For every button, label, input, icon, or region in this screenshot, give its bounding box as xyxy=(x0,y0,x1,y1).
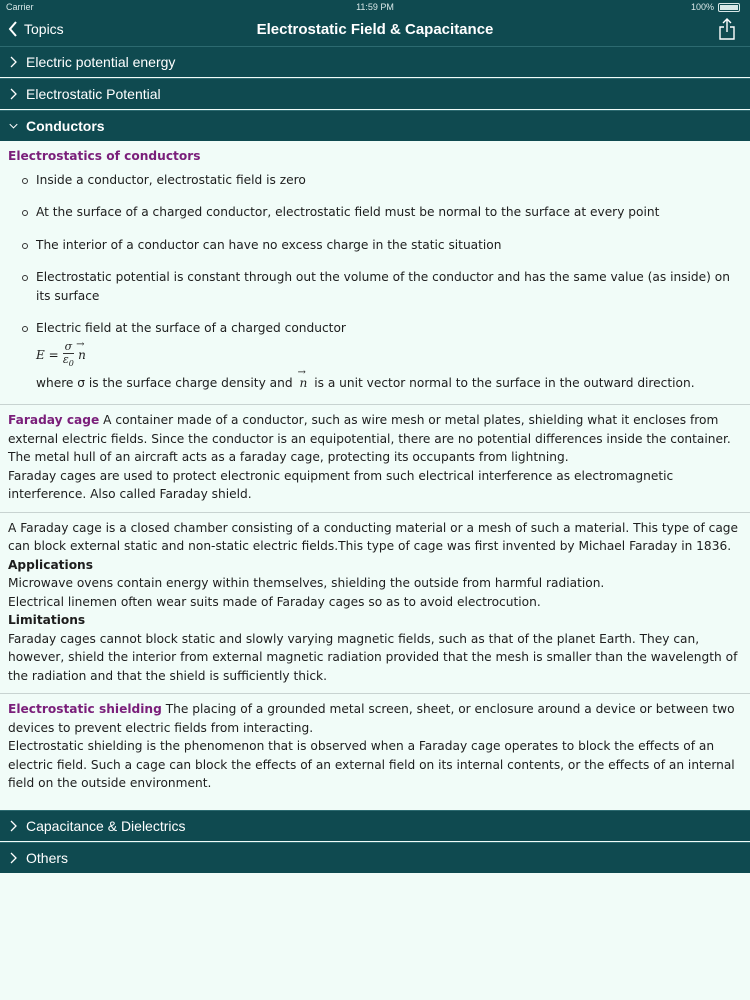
paragraph: The metal hull of an aircraft acts as a faraday cage, protecting its occupants from lightning. xyxy=(8,450,569,464)
limitations-heading: Limitations xyxy=(8,613,86,627)
section-label: Electric potential energy xyxy=(26,54,176,70)
section-electric-potential-energy[interactable] xyxy=(0,46,750,77)
block-heading: Electrostatics of conductors xyxy=(8,149,201,163)
term-heading: Electrostatic shielding xyxy=(8,702,162,716)
section-others[interactable] xyxy=(0,842,750,873)
bullet-list xyxy=(8,171,742,393)
battery-icon xyxy=(718,3,740,12)
list-item: At the surface of a charged conductor, electrostatic field must be normal to the surface at every point xyxy=(22,203,742,222)
electrostatic-shielding-block xyxy=(0,694,750,801)
paragraph: Electrical linemen often wear suits made of Faraday cages so as to avoid electrocution. xyxy=(8,594,541,609)
list-item xyxy=(22,319,742,392)
list-item-text: Electric field at the surface of a charged conductor xyxy=(36,321,346,335)
back-label: Topics xyxy=(24,21,64,37)
paragraph: Faraday cages cannot block static and slowly varying magnetic fields, such as that of the planet Earth. They can, however, shield the interior from external magnetic radiation provided that the mesh is smaller than the wavelength of the radiation and that the shield is sufficiently thick. xyxy=(8,631,738,683)
paragraph: A Faraday cage is a closed chamber consisting of a conducting material or a mesh of such a material. This type of cage can block external static and non-static electric fields.This type of cage was first invented by Michael Faraday in 1836. xyxy=(8,520,739,553)
section-label: Others xyxy=(26,850,69,866)
equation-denominator: $\varepsilon_0$ xyxy=(62,352,74,369)
section-label: Electrostatic Potential xyxy=(26,86,161,102)
conductors-block xyxy=(0,141,750,405)
page-title: Electrostatic Field & Capacitance xyxy=(256,21,494,38)
chevron-right-icon xyxy=(9,820,18,832)
section-label: Capacitance & Dielectrics xyxy=(26,818,186,834)
list-item: The interior of a conductor can have no excess charge in the static situation xyxy=(22,236,742,255)
list-item: Inside a conductor, electrostatic field is zero xyxy=(22,171,742,190)
equation-numerator: σ xyxy=(64,339,73,353)
section-capacitance-dielectrics[interactable] xyxy=(0,810,750,841)
battery-indicator xyxy=(691,2,740,12)
faraday-cage-block xyxy=(0,405,750,513)
status-bar xyxy=(0,0,750,14)
equation-explanation: where σ is the surface charge density and → n is a unit vector normal to the surface in the outward direction. xyxy=(36,374,742,393)
term-heading: Faraday cage xyxy=(8,413,100,427)
carrier-label: Carrier xyxy=(6,2,34,12)
paragraph: Electrostatic shielding The placing of a grounded metal screen, sheet, or enclosure around a device or between two devices to prevent electric fields from interacting. xyxy=(8,702,735,735)
chevron-right-icon xyxy=(9,88,18,100)
paragraph: Faraday cages are used to protect electronic equipment from such electrical interference as electromagnetic interference. Also called Faraday shield. xyxy=(8,468,674,501)
equation-lhs: E = xyxy=(36,348,59,363)
chevron-down-icon xyxy=(9,120,18,132)
chevron-right-icon xyxy=(9,852,18,864)
chevron-right-icon xyxy=(9,56,18,68)
paragraph: Microwave ovens contain energy within themselves, shielding the outside from harmful radiation. xyxy=(8,576,605,590)
paragraph: Faraday cage A container made of a conductor, such as wire mesh or metal plates, shielding what it encloses from external electric fields. Since the conductor is an equipotential, there are no potential differences inside the container. xyxy=(8,413,731,446)
list-item: Electrostatic potential is constant through out the volume of the conductor and has the same value (as inside) on its surface xyxy=(22,268,742,305)
section-conductors[interactable] xyxy=(0,110,750,141)
share-icon[interactable] xyxy=(718,17,736,41)
section-label: Conductors xyxy=(26,118,105,134)
section-electrostatic-potential[interactable] xyxy=(0,78,750,109)
equation-fraction xyxy=(63,341,75,370)
normal-vector: → n xyxy=(78,346,86,365)
battery-percent: 100% xyxy=(690,2,714,12)
paragraph: Electrostatic shielding is the phenomenon that is observed when a Faraday cage operates to block the effects of an electric field. Such a cage can block the effects of an external field on its internal contents, or the effects of an internal field on the outside environment. xyxy=(8,739,735,790)
applications-heading: Applications xyxy=(8,557,93,572)
nav-bar xyxy=(0,0,750,46)
conductors-content xyxy=(0,141,750,809)
faraday-cage-details-block xyxy=(0,513,750,695)
status-time: 11:59 PM xyxy=(356,2,394,12)
field-equation xyxy=(36,340,742,372)
